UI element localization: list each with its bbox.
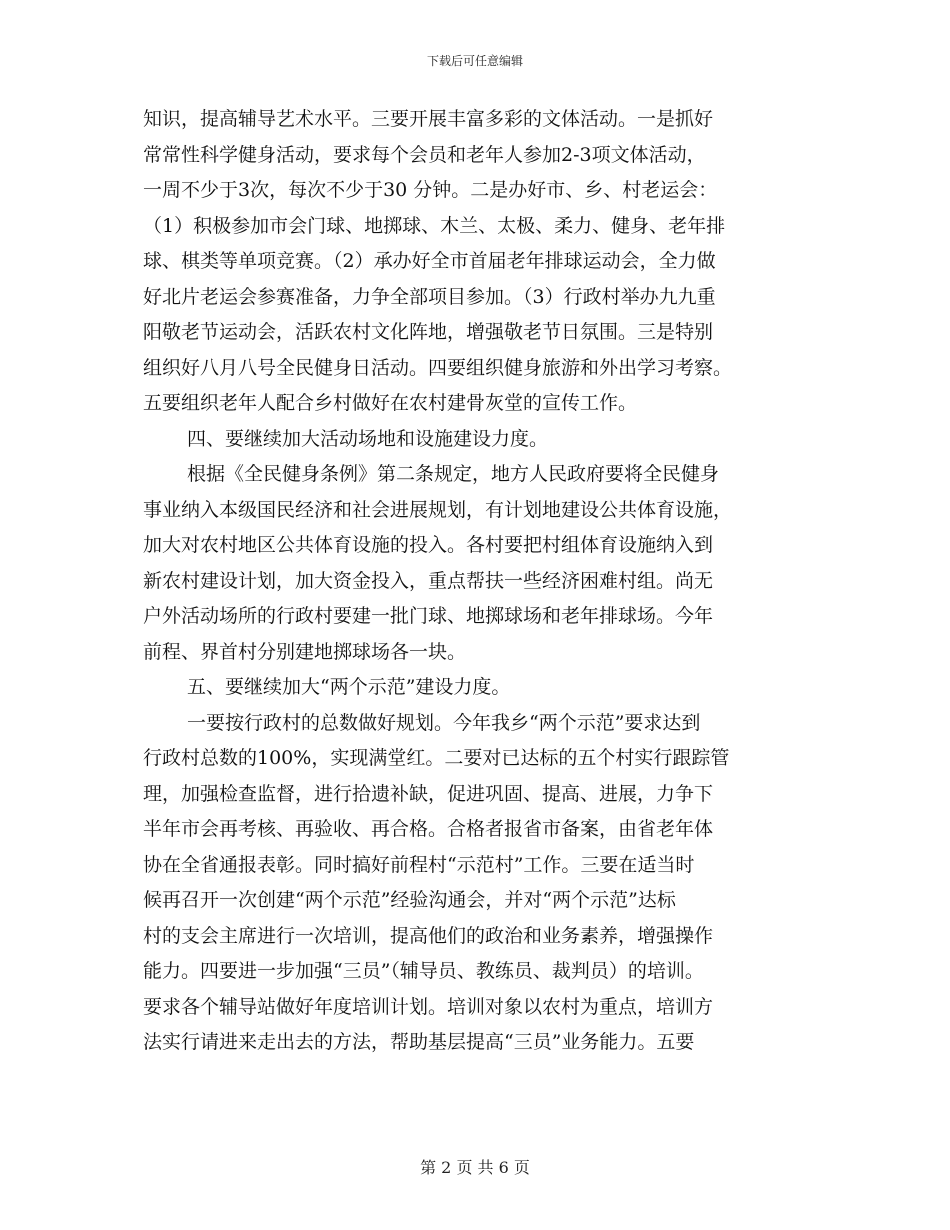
text-line: 行政村总数的100%，实现满堂红。二要对已达标的五个村实行跟踪管 — [143, 747, 730, 769]
text-line: 好北片老运会参赛准备，力争全部项目参加。（3）行政村举办九九重 — [143, 285, 716, 308]
text-line: 知识，提高辅导艺术水平。三要开展丰富多彩的文体活动。一是抓好 — [143, 108, 714, 130]
section-heading: 四、要继续加大活动场地和设施建设力度。 — [187, 427, 549, 450]
text-line: 要求各个辅导站做好年度培训计划。培训对象以农村为重点，培训方 — [143, 995, 714, 1018]
text-line: 候再召开一次创建“两个示范”经验沟通会，并对“两个示范”达标 — [143, 889, 676, 911]
text-line: 理，加强检查监督，进行拾遗补缺，促进巩固、提高、进展，力争下 — [143, 782, 714, 805]
text-line: 法实行请进来走出去的方法，帮助基层提高“三员”业务能力。五要 — [143, 1031, 695, 1053]
text-line: 常常性科学健身活动，要求每个会员和老年人参加2-3项文体活动， — [143, 143, 706, 166]
text-line: 村的支会主席进行一次培训，提高他们的政治和业务素养，增强操作 — [143, 924, 714, 947]
text-line: 组织好八月八号全民健身日活动。四要组织健身旅游和外出学习考察。 — [143, 356, 733, 379]
text-line: 能力。四要进一步加强“三员”（辅导员、教练员、裁判员）的培训。 — [143, 960, 704, 982]
text-line: 户外活动场所的行政村要建一批门球、地掷球场和老年排球场。今年 — [143, 605, 714, 627]
text-line: 半年市会再考核、再验收、再合格。合格者报省市备案，由省老年体 — [143, 818, 714, 840]
text-line: （1）积极参加市会门球、地掷球、木兰、太极、柔力、健身、老年排 — [143, 214, 726, 237]
section-heading: 五、要继续加大“两个示范”建设力度。 — [187, 676, 511, 698]
page-header: 下载后可任意编辑 — [426, 54, 523, 68]
text-line: 协在全省通报表彰。同时搞好前程村“示范村”工作。三要在适当时 — [143, 853, 695, 876]
page-number: 第 2 页 共 6 页 — [420, 1158, 530, 1177]
text-line: 一周不少于3次，每次不少于30 分钟。二是办好市、乡、村老运会： — [143, 179, 718, 201]
text-line: 新农村建设计划，加大资金投入，重点帮扶一些经济困难村组。尚无 — [143, 569, 714, 592]
paragraph-start: 一要按行政村的总数做好规划。今年我乡“两个示范”要求达到 — [187, 711, 701, 734]
text-line: 球、棋类等单项竞赛。（2）承办好全市首届老年排球运动会，全力做 — [143, 250, 716, 272]
paragraph-start: 根据《全民健身条例》第二条规定，地方人民政府要将全民健身 — [187, 463, 720, 485]
text-line: 加大对农村地区公共体育设施的投入。各村要把村组体育设施纳入到 — [143, 534, 714, 556]
text-line: 事业纳入本级国民经济和社会进展规划，有计划地建设公共体育设施， — [143, 498, 733, 521]
text-line: 阳敬老节运动会，活跃农村文化阵地，增强敬老节日氛围。三是特别 — [143, 321, 714, 343]
text-line: 前程、界首村分别建地掷球场各一块。 — [143, 640, 467, 663]
text-line: 五要组织老年人配合乡村做好在农村建骨灰堂的宣传工作。 — [143, 392, 638, 414]
document-body — [143, 102, 807, 1061]
